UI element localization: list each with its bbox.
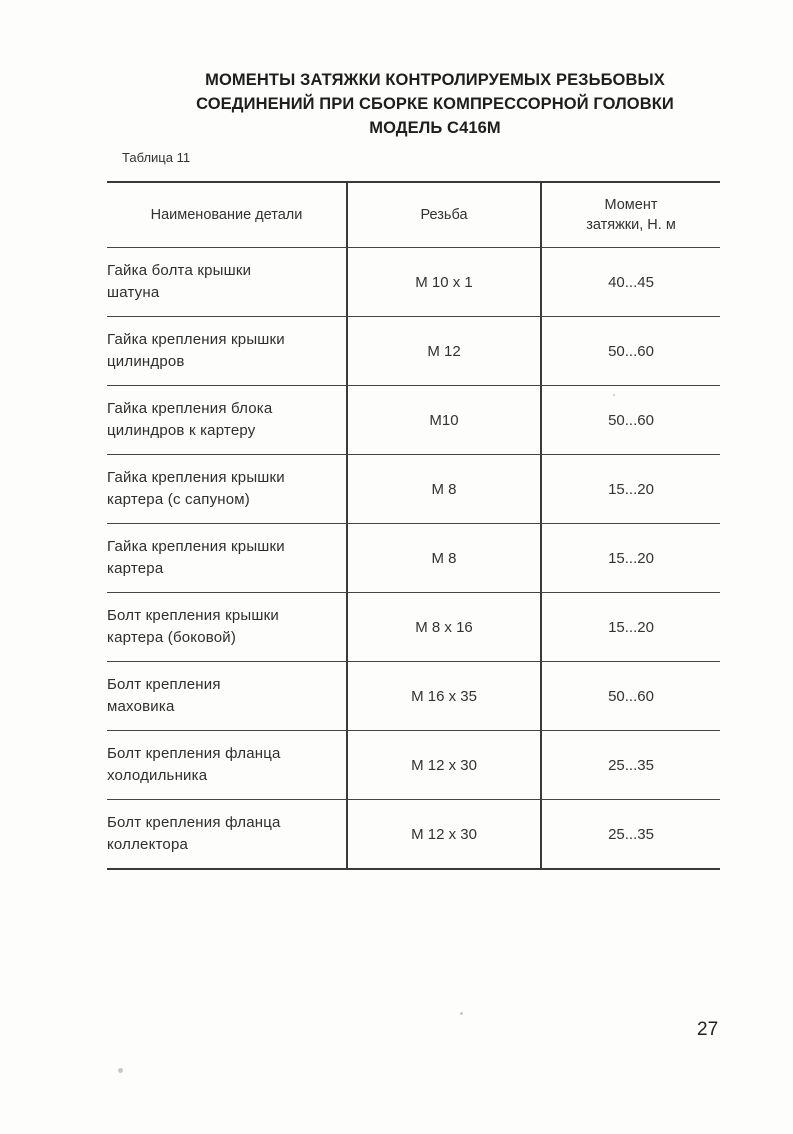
torque-value: 15...20 [608, 480, 654, 498]
table-row [107, 248, 720, 317]
part-name: Гайка крепления блока цилиндров к картеру [107, 400, 273, 439]
cell-thread [348, 800, 542, 868]
thread-value: М 10 х 1 [415, 273, 473, 291]
table-row [107, 317, 720, 386]
thread-value: М 12 [427, 342, 461, 360]
cell-torque [542, 800, 720, 868]
thread-value: М 16 х 35 [411, 687, 477, 705]
cell-torque [542, 455, 720, 523]
cell-thread [348, 731, 542, 799]
header-cell-thread [348, 183, 542, 247]
torque-value: 50...60 [608, 411, 654, 429]
scan-speck [460, 1012, 463, 1015]
cell-name [107, 731, 348, 799]
part-name: Болт крепления фланца холодильника [107, 745, 281, 784]
torque-value: 25...35 [608, 825, 654, 843]
table-row [107, 800, 720, 868]
cell-thread [348, 317, 542, 385]
scan-speck [118, 1068, 123, 1073]
cell-name [107, 386, 348, 454]
part-name: Болт крепления маховика [107, 676, 221, 715]
table-row [107, 662, 720, 731]
thread-value: М 12 х 30 [411, 825, 477, 843]
title-line-2: СОЕДИНЕНИЙ ПРИ СБОРКЕ КОМПРЕССОРНОЙ ГОЛОВКИ [196, 95, 674, 113]
cell-torque [542, 662, 720, 730]
table-row [107, 386, 720, 455]
part-name: Болт крепления фланца коллектора [107, 814, 281, 853]
cell-torque [542, 593, 720, 661]
cell-thread [348, 593, 542, 661]
table-row [107, 455, 720, 524]
header-cell-name [107, 183, 348, 247]
title-line-3: МОДЕЛЬ С416М [369, 119, 501, 137]
thread-value: М 8 х 16 [415, 618, 473, 636]
cell-torque [542, 731, 720, 799]
cell-name [107, 455, 348, 523]
thread-value: М 8 [431, 480, 457, 498]
cell-thread [348, 386, 542, 454]
thread-value: М 12 х 30 [411, 756, 477, 774]
cell-torque [542, 248, 720, 316]
cell-torque [542, 386, 720, 454]
part-name: Гайка болта крышки шатуна [107, 262, 252, 301]
document-title [150, 68, 720, 140]
part-name: Гайка крепления крышки картера (с сапуном) [107, 469, 285, 508]
header-label-name: Наименование детали [150, 207, 303, 223]
cell-thread [348, 455, 542, 523]
part-name: Гайка крепления крышки цилиндров [107, 331, 285, 370]
part-name: Гайка крепления крышки картера [107, 538, 285, 577]
cell-name [107, 593, 348, 661]
cell-torque [542, 524, 720, 592]
table-caption: Таблица 11 [122, 150, 191, 165]
scan-speck [613, 394, 615, 396]
torque-value: 50...60 [608, 687, 654, 705]
cell-name [107, 662, 348, 730]
cell-name [107, 800, 348, 868]
header-label-thread: Резьба [420, 207, 468, 223]
cell-thread [348, 248, 542, 316]
header-cell-torque [542, 183, 720, 247]
title-line-1: МОМЕНТЫ ЗАТЯЖКИ КОНТРОЛИРУЕМЫХ РЕЗЬБОВЫХ [205, 71, 665, 89]
cell-name [107, 248, 348, 316]
page-number: 27 [697, 1019, 719, 1040]
torque-table [107, 181, 720, 870]
thread-value: М 8 [431, 549, 457, 567]
cell-name [107, 524, 348, 592]
table-header-row [107, 183, 720, 248]
part-name: Болт крепления крышки картера (боковой) [107, 607, 279, 646]
torque-value: 40...45 [608, 273, 654, 291]
torque-value: 50...60 [608, 342, 654, 360]
header-label-torque: Момент затяжки, Н. м [586, 197, 676, 233]
cell-thread [348, 524, 542, 592]
cell-thread [348, 662, 542, 730]
torque-value: 25...35 [608, 756, 654, 774]
torque-value: 15...20 [608, 618, 654, 636]
cell-torque [542, 317, 720, 385]
table-row [107, 524, 720, 593]
table-row [107, 593, 720, 662]
cell-name [107, 317, 348, 385]
table-row [107, 731, 720, 800]
thread-value: М10 [429, 411, 459, 429]
torque-value: 15...20 [608, 549, 654, 567]
